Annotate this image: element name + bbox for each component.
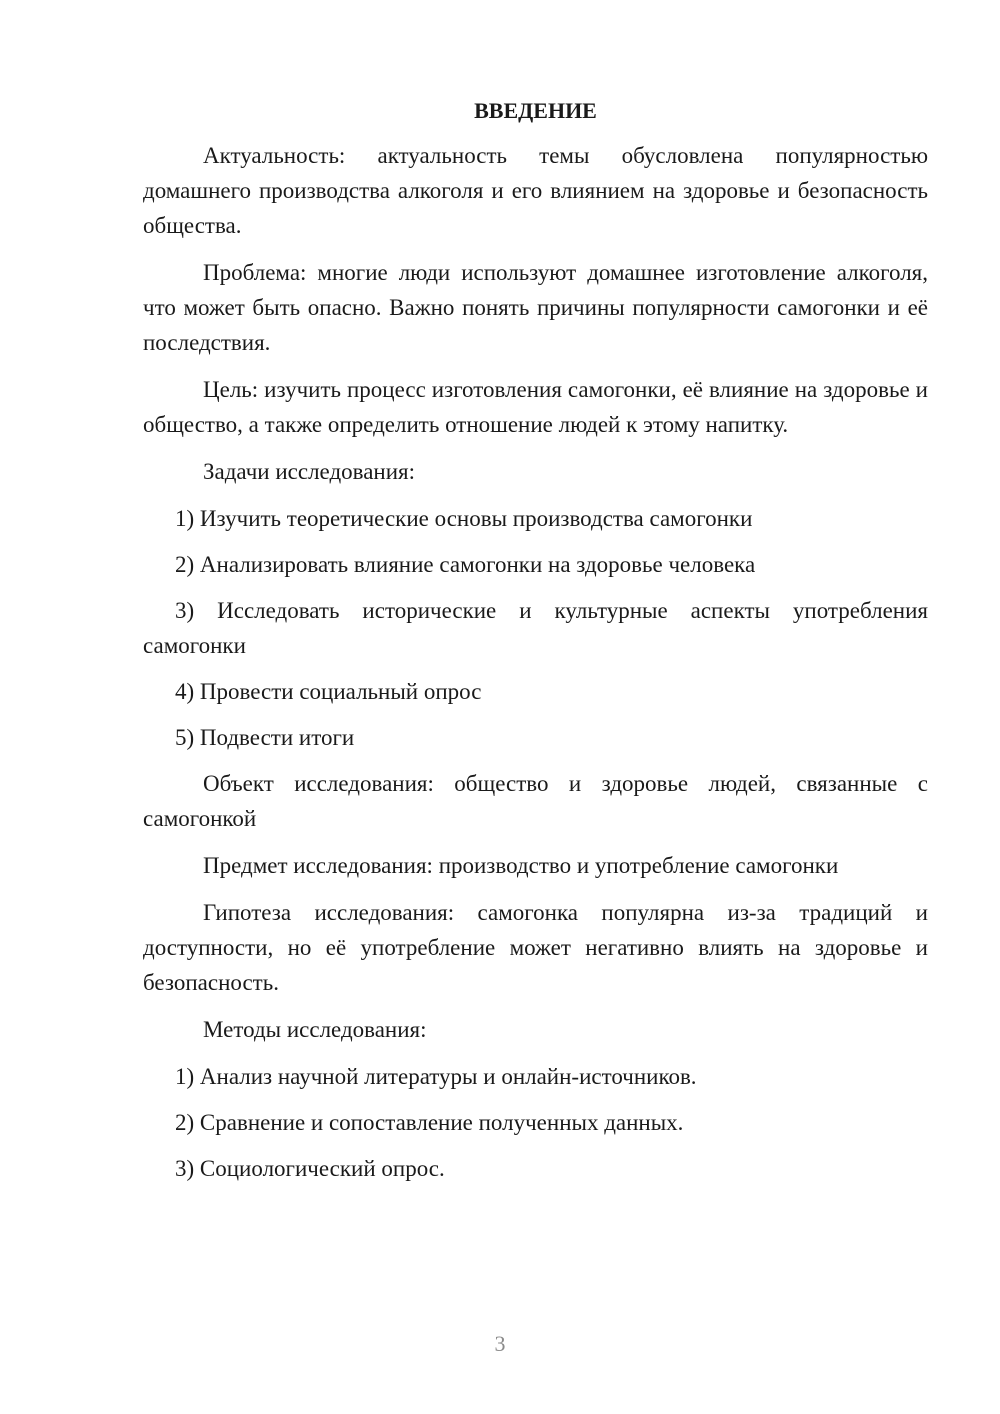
- paragraph-problem: Проблема: многие люди используют домашнее изготовление алкоголя, что может быть опасно. Важно понять причины популярности самогонки и её последствия.: [143, 260, 928, 355]
- page-title: ВВЕДЕНИЕ: [474, 98, 597, 123]
- paragraph-goal: Цель: изучить процесс изготовления самогонки, её влияние на здоровье и общество, а также определить отношение людей к этому напитку.: [143, 377, 928, 437]
- paragraph-subject: Предмет исследования: производство и употребление самогонки: [203, 853, 839, 878]
- tasks-heading: Задачи исследования:: [203, 459, 416, 484]
- methods-list: [143, 1059, 928, 1186]
- list-item: 4) Провести социальный опрос: [175, 679, 482, 704]
- list-item: 2) Анализировать влияние самогонки на здоровье человека: [175, 552, 756, 577]
- list-item: 5) Подвести итоги: [175, 725, 355, 750]
- paragraph-object: Объект исследования: общество и здоровье людей, связанные с самогонкой: [143, 771, 928, 831]
- list-item: 1) Изучить теоретические основы производства самогонки: [175, 506, 753, 531]
- page-number: 3: [494, 1331, 506, 1356]
- list-item: 3) Социологический опрос.: [175, 1156, 445, 1181]
- tasks-list: [143, 501, 928, 755]
- page-content: [143, 93, 928, 1197]
- list-item: 2) Сравнение и сопоставление полученных данных.: [175, 1110, 684, 1135]
- methods-heading: Методы исследования:: [203, 1017, 427, 1042]
- list-item: 1) Анализ научной литературы и онлайн-источников.: [175, 1064, 697, 1089]
- paragraph-hypothesis: Гипотеза исследования: самогонка популярна из-за традиций и доступности, но её употребление может негативно влиять на здоровье и безопасность.: [143, 900, 928, 995]
- paragraph-relevance: Актуальность: актуальность темы обусловлена популярностью домашнего производства алкоголя и его влиянием на здоровье и безопасность общества.: [143, 143, 928, 238]
- list-item: 3) Исследовать исторические и культурные аспекты употребления самогонки: [143, 598, 928, 658]
